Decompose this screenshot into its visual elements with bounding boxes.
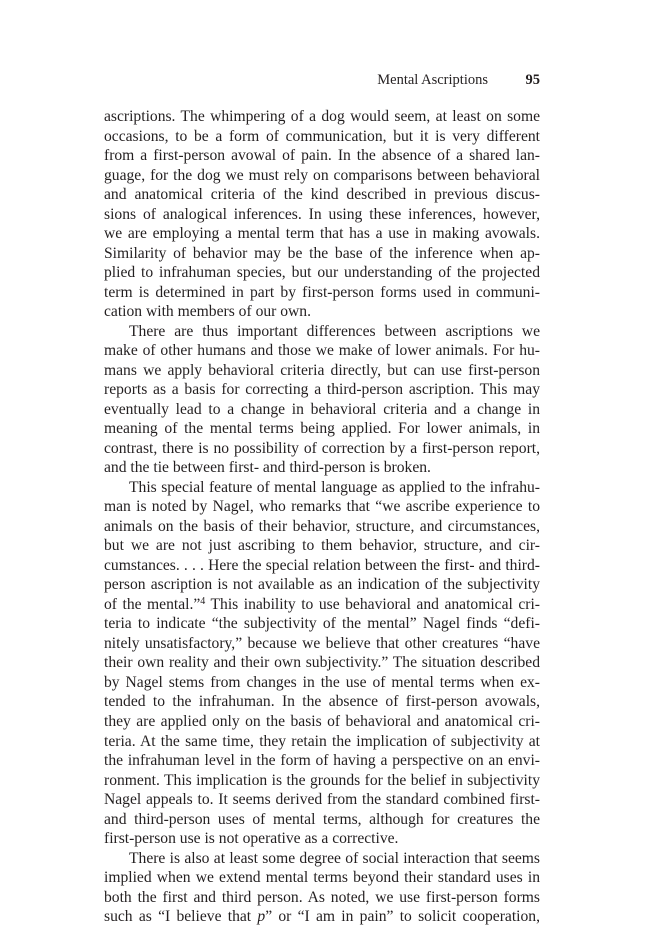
text-line-content: by Nagel stems from changes in the use of mental terms when ex- (104, 673, 540, 691)
text-line-content: ronment. This implication is the grounds for the belief in subjectivity (104, 771, 540, 789)
text-line-content: There are thus important differences between ascriptions we (129, 322, 540, 340)
text-line (104, 751, 540, 771)
text-line (104, 692, 540, 712)
text-line (104, 439, 540, 459)
text-line-content: animals on the basis of their behavior, structure, and circumstances, (104, 517, 540, 535)
text-line-content: cation with members of our own. (104, 303, 312, 321)
text-line-content: term is determined in part by first-person forms used in communi- (104, 283, 540, 301)
text-line-content: meaning of the mental terms being applied. For lower animals, in (104, 420, 540, 438)
text-line-content: such as “I believe that (104, 908, 258, 926)
footnote-reference: 4 (200, 595, 206, 607)
text-line-content: mans we apply behavioral criteria directly, but can use first-person (104, 361, 540, 379)
text-line-content: There is also at least some degree of social interaction that seems (129, 849, 540, 867)
text-line (104, 888, 540, 908)
text-line (104, 595, 540, 615)
text-line (104, 673, 540, 693)
text-line (104, 653, 540, 673)
text-line (104, 556, 540, 576)
text-line-content: teria. At the same time, they retain the implication of subjectivity at (104, 732, 540, 750)
text-line (104, 302, 540, 322)
text-line (104, 614, 540, 634)
text-line-content: and the tie between first- and third-person is broken. (104, 459, 431, 477)
text-line (104, 868, 540, 888)
text-line-content: tended to the infrahuman. In the absence of first-person avowals, (104, 693, 540, 711)
text-line-content: ascriptions. The whimpering of a dog would seem, at least on some (104, 108, 540, 125)
text-line-content: man is noted by Nagel, who remarks that “we ascribe experience to (104, 498, 540, 516)
text-line (104, 536, 540, 556)
text-line (104, 166, 540, 186)
text-line (104, 107, 540, 127)
text-line (104, 771, 540, 791)
text-line (104, 400, 540, 420)
text-line (104, 263, 540, 283)
text-line (104, 322, 540, 342)
text-line-content: nitely unsatisfactory,” because we believe that other creatures “have (104, 634, 540, 652)
text-line (104, 146, 540, 166)
text-line (104, 849, 540, 869)
text-line (104, 497, 540, 517)
text-line (104, 283, 540, 303)
text-line-content: from a first-person avowal of pain. In the absence of a shared lan- (104, 147, 540, 165)
text-line (104, 224, 540, 244)
text-line (104, 517, 540, 537)
running-head-title: Mental Ascriptions (377, 72, 488, 88)
text-line-content: Nagel appeals to. It seems derived from the standard combined first- (104, 791, 540, 809)
text-line (104, 244, 540, 264)
text-line-content: occasions, to be a form of communication, but it is very different (104, 127, 540, 145)
text-line (104, 127, 540, 147)
text-line (104, 205, 540, 225)
text-line-content: we are employing a mental term that has a use in making avowals. (104, 225, 540, 243)
text-line-content: Similarity of behavior may be the base of the inference when ap- (104, 244, 540, 262)
text-line-content: guage, for the dog we must rely on comparisons between behavioral (104, 166, 540, 184)
text-line (104, 790, 540, 810)
text-line-continuation: ” or “I am in pain” to solicit cooperation, (265, 908, 540, 926)
text-line-content: sions of analogical inferences. In using these inferences, however, (104, 205, 540, 223)
text-line-content: This special feature of mental language as applied to the infrahu- (129, 478, 540, 496)
text-line-content: make of other humans and those we make of lower animals. For hu- (104, 342, 540, 360)
text-line-content: eventually lead to a change in behavioral criteria and a change in (104, 400, 540, 418)
text-line-content: of the mental.” (104, 595, 201, 613)
text-line-content: person ascription is not available as an indication of the subjectivity (104, 576, 540, 594)
text-line-content: reports as a basis for correcting a third-person ascription. This may (104, 381, 540, 399)
text-line (104, 341, 540, 361)
text-line-content: but we are not just ascribing to them behavior, structure, and cir- (104, 537, 540, 555)
text-line-content: implied when we extend mental terms beyond their standard uses in (104, 869, 540, 887)
text-line-content: and anatomical criteria of the kind described in previous discus- (104, 186, 540, 204)
text-line (104, 907, 540, 927)
text-line (104, 380, 540, 400)
text-line-content: cumstances. . . . Here the special relation between the first- and third- (104, 556, 540, 574)
text-line (104, 185, 540, 205)
text-line (104, 810, 540, 830)
text-line-content: teria to indicate “the subjectivity of the mental” Nagel finds “defi- (104, 615, 540, 633)
text-line (104, 712, 540, 732)
text-line-continuation: This inability to use behavioral and anatomical cri- (205, 595, 540, 613)
text-line-content: plied to infrahuman species, but our understanding of the projected (104, 264, 540, 282)
text-line-content: contrast, there is no possibility of correction by a first-person report, (104, 439, 540, 457)
text-line (104, 575, 540, 595)
text-line (104, 458, 540, 478)
page-number: 95 (525, 72, 540, 88)
text-line-content: and third-person uses of mental terms, although for creatures the (104, 810, 540, 828)
text-line (104, 419, 540, 439)
text-line (104, 634, 540, 654)
text-line-content: the infrahuman level in the form of having a perspective on an envi- (104, 752, 540, 770)
running-head (104, 71, 540, 89)
body-text (104, 107, 540, 927)
text-line (104, 361, 540, 381)
italic-variable: p (257, 908, 266, 926)
text-line-content: first-person use is not operative as a corrective. (104, 830, 399, 848)
text-line-content: their own reality and their own subjectivity.” The situation described (104, 654, 540, 672)
text-line (104, 478, 540, 498)
text-line (104, 732, 540, 752)
text-line-content: they are applied only on the basis of behavioral and anatomical cri- (104, 712, 540, 730)
text-line (104, 829, 540, 849)
text-line-content: both the first and third person. As noted, we use first-person forms (104, 888, 540, 906)
